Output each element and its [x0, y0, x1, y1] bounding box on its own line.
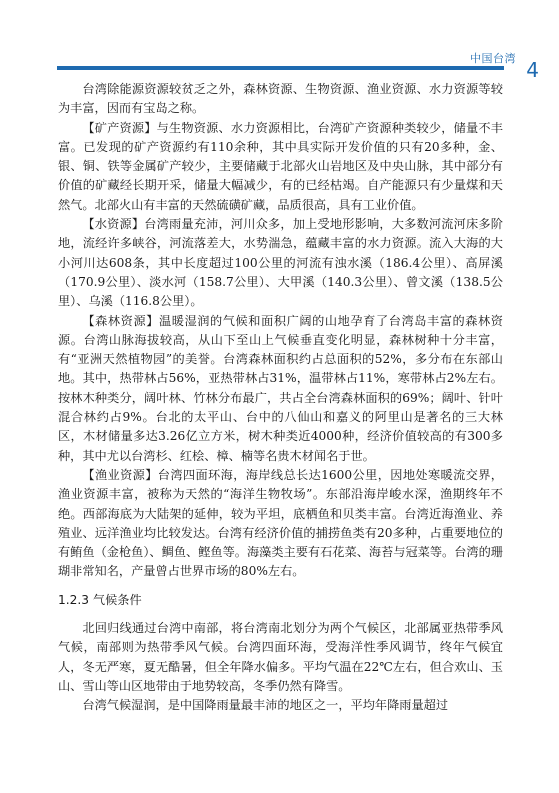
page-body — [58, 80, 503, 716]
header-rule — [57, 66, 504, 70]
paragraph-water-resources: 【水资源】台湾雨量充沛，河川众多，加上受地形影响，大多数河流河床多阶地，流经许多峡谷，河流落差大，水势湍急，蕴藏丰富的水力资源。流入大海的大小河川达608条，其中长度超过100公里的河流有浊水溪（186.4公里）、高屏溪（170.9公里）、淡水河（158.7公里）、大甲溪（140.3公里）、曾文溪（138.5公里）、乌溪（116.8公里）。 — [58, 217, 503, 309]
paragraph-mineral-resources: 【矿产资源】与生物资源、水力资源相比，台湾矿产资源种类较少，储量不丰富。已发现的矿产资源约有110余种，其中具实际开发价值的只有20多种，金、银、铜、铁等金属矿产较少，主要储藏于北部火山岩地区及中央山脉，其中部分有价值的矿藏经长期开采，储量大幅减少，有的已经枯竭。自产能源只有少量煤和天然气。北部火山有丰富的天然硫磺矿藏，品质很高，具有工业价值。 — [58, 120, 503, 212]
paragraph-fishery-resources: 【渔业资源】台湾四面环海，海岸线总长达1600公里，因地处寒暖流交界，渔业资源丰富，被称为天然的“海洋生物牧场”。东部沿海岸峻水深，渔期终年不绝。西部海底为大陆架的延伸，较为平坦，底栖鱼和贝类丰富。台湾近海渔业、养殖业、远洋渔业均比较发达。台湾有经济价值的捕捞鱼类有20多种，占重要地位的有鲔鱼（金枪鱼）、鲷鱼、鲣鱼等。海藻类主要有石花菜、海苔与冠菜等。台湾的珊瑚非常知名，产量曾占世界市场的80%左右。 — [58, 467, 503, 579]
section-heading: 1.2.3 气候条件 — [58, 592, 142, 607]
paragraph-climate: 北回归线通过台湾中南部，将台湾南北划分为两个气候区，北部属亚热带季风气候，南部则为热带季风气候。台湾四面环海，受海洋性季风调节，终年气候宜人，冬无严寒，夏无酷暑，但全年降水偏多。平均气温在22℃左右，但合欢山、玉山、雪山等山区地带由于地势较高，冬季仍然有降雪。 — [58, 621, 503, 693]
running-header: 中国台湾 — [470, 52, 516, 65]
paragraph-forest-resources: 【森林资源】温暖湿润的气候和面积广阔的山地孕育了台湾岛丰富的森林资源。台湾山脉海拔较高，从山下至山上气候垂直变化明显，森林树种十分丰富，有“亚洲天然植物园”的美誉。台湾森林面积约占总面积的52%，多分布在东部山地。其中，热带林占56%，亚热带林占31%，温带林占11%，寒带林占2%左右。按林木种类分，阔叶林、竹林分布最广，共占全台湾森林面积的69%；阔叶、针叶混合林约占9%。台北的太平山、台中的八仙山和嘉义的阿里山是著名的三大林区，木材储量多达3.26亿立方米，树木种类近4000种，经济价值较高的有300多种，其中尤以台湾杉、红桧、樟、楠等名贵木材闻名于世。 — [58, 313, 503, 463]
page-number: 4 — [526, 58, 539, 82]
paragraph-rainfall: 台湾气候湿润，是中国降雨量最丰沛的地区之一，平均年降雨量超过 — [82, 698, 449, 713]
paragraph-intro: 台湾除能源资源较贫乏之外，森林资源、生物资源、渔业资源、水力资源等较为丰富，因而有宝岛之称。 — [58, 82, 503, 116]
